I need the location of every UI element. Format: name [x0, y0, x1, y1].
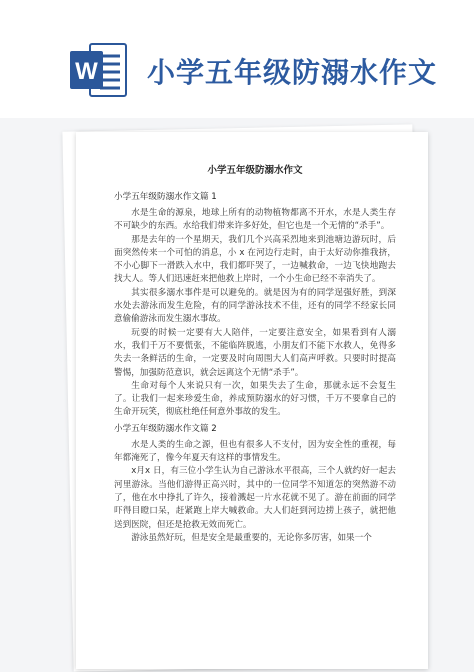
paragraph: 玩耍的时候一定要有大人陪伴，一定要注意安全，如果看到有人溺水，我们千万不要慌张，不能临阵脱逃，小朋友们不能下水救人，免得多失去一条鲜活的生命，一定要及时向周围大人们高声呼救。只要时时提高警惕，加强防范意识，就会远离这个无情“杀手”。 — [114, 327, 396, 378]
document-title: 小学五年级防溺水作文 — [147, 56, 438, 89]
section-heading-1: 小学五年级防溺水作文篇 1 — [114, 192, 217, 202]
paragraph: 水是生命的源泉，地球上所有的动物植物都离不开水，水是人类生存不可缺少的东西。水给我们带来许多好处，但它也是一个无情的“杀手”。 — [114, 208, 396, 232]
word-document-icon — [70, 42, 128, 98]
section-heading-2: 小学五年级防溺水作文篇 2 — [114, 423, 217, 434]
page-title: 小学五年级防溺水作文 — [207, 165, 303, 176]
word-icon-letter: W — [75, 58, 98, 85]
paragraph: 水是人类的生命之源，但也有很多人不支付，因为安全性的重视，每年都淹死了，像今年夏天有这样的事情发生。 — [114, 439, 396, 464]
document-page — [76, 132, 428, 669]
paragraph: 那是去年的一个星期天，我们几个兴高采烈地来到池塘边游玩时，后面突然传来一个可怕的消息，小 x 在河边行走时，由于太好动你推我挤，不小心脚下一滑跌入水中，我们都吓哭了，一边喊救命，一边飞快地跑去找大人。等人们迅速赶来把他救上岸时，一个小生命已经不幸消失了。 — [114, 234, 396, 285]
paragraph: 其实很多溺水事件是可以避免的。就是因为有的同学逞强好胜，到深水处去游泳而发生危险，有的同学游泳技术不佳，还有的同学不经家长同意偷偷游泳而发生溺水事故。 — [114, 287, 396, 325]
paragraph: 生命对每个人来说只有一次，如果失去了生命，那就永远不会复生了。让我们一起来珍爱生命，养成预防溺水的好习惯，千万不要拿自己的生命开玩笑，彻底杜绝任何意外事故的发生。 — [114, 380, 396, 418]
paragraph: 游泳虽然好玩，但是安全是最重要的，无论你多厉害，如果一个 — [131, 532, 372, 543]
header-banner — [0, 0, 474, 118]
paragraph: x月x 日，有三位小学生认为自己游泳水平很高，三个人就约好一起去河里游泳。当他们游得正高兴时，其中的一位同学不知道怎的突然游不动了，他在水中挣扎了许久，接着溅起一片水花就不见了。游在前面的同学吓得目瞪口呆，赶紧跑上岸大喊救命。大人们赶到河边捞上孩子，就把他送到医院，但还是抢救无效而死亡。 — [114, 466, 396, 530]
